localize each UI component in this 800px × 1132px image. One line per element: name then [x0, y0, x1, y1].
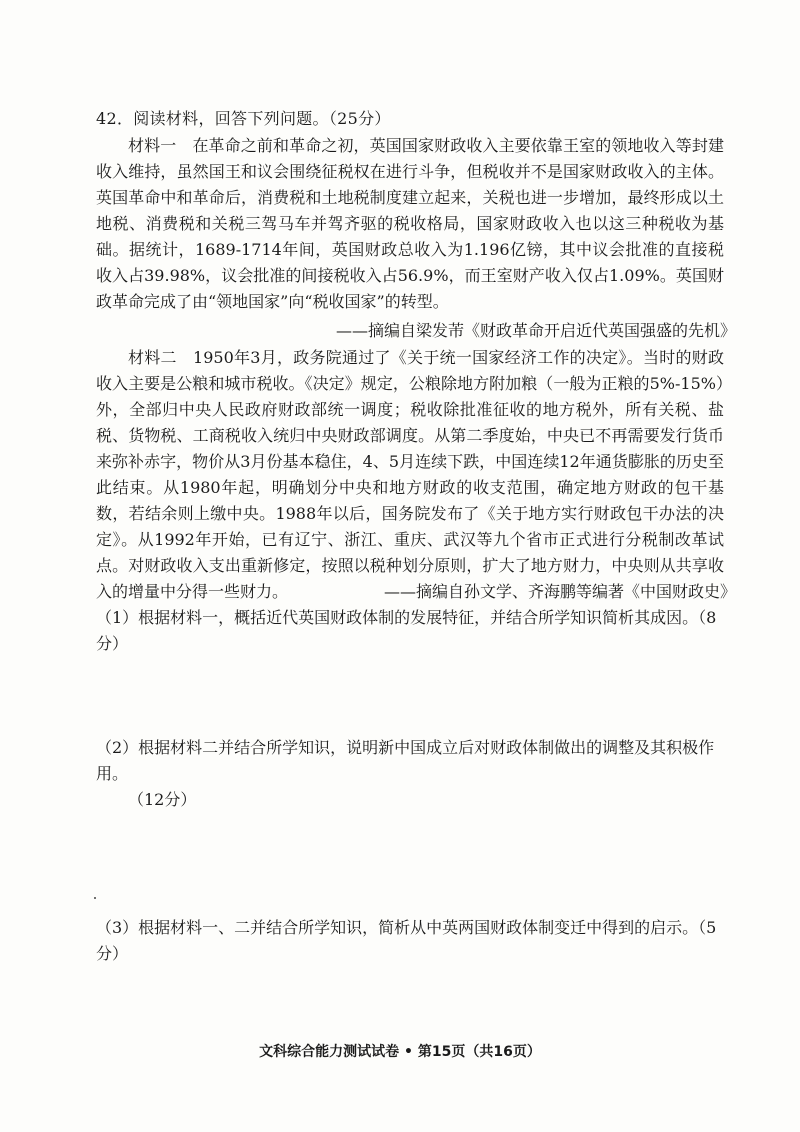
sub-question-3: （3）根据材料一、二并结合所学知识，简析从中英两国财政体制变迁中得到的启示。（5分）	[96, 918, 717, 963]
sub-question-2-text: （2）根据材料二并结合所学知识，说明新中国成立后对财政体制做出的调整及其积极作用。	[96, 738, 715, 783]
sub-question-2-score: （12分）	[128, 790, 197, 809]
material-one-source: ——摘编自梁发芾《财政革命开启近代英国强盛的先机》	[335, 321, 736, 340]
sub-question-2	[96, 735, 736, 813]
material-one-text: 材料一 在革命之前和革命之初，英国国家财政收入主要依靠王室的领地收入等封建收入维持，虽然国王和议会围绕征税权在进行斗争，但税收并不是国家财政收入的主体。英国革命中和革命后，消费税和土地税制度建立起来，关税也进一步增加，最终形成以土地税、消费税和关税三驾马车并驾齐驱的税收格局，国家财政收入也以这三种税收为基础。据统计，1689-1714年间，英国财政总收入为1.196亿镑，其中议会批准的直接税收入占39.98%，议会批准的间接税收入占56.9%，而王室财产收入仅占1.09%。英国财政革命完成了由“领地国家”向“税收国家”的转型。	[96, 136, 724, 311]
material-two-source: ——摘编自孙文学、齐海鹏等编著《中国财政史》	[383, 582, 736, 601]
page-footer: 文科综合能力测试试卷 • 第15页（共16页）	[259, 1044, 541, 1060]
scan-speck	[94, 897, 96, 899]
question-heading: 42．阅读材料，回答下列问题。（25分）	[96, 109, 391, 128]
sub-question-1: （1）根据材料一，概括近代英国财政体制的发展特征，并结合所学知识简析其成因。（8分）	[96, 608, 717, 653]
material-two-text: 材料二 1950年3月，政务院通过了《关于统一国家经济工作的决定》。当时的财政收入主要是公粮和城市税收。《决定》规定，公粮除地方附加粮（一般为正粮的5%-15%）外，全部归中央人民政府财政部统一调度；税收除批准征收的地方税外，所有关税、盐税、货物税、工商税收入统归中央财政部调度。从第二季度始，中央已不再需要发行货币来弥补赤字，物价从3月份基本稳住，4、5月连续下跌，中国连续12年通货膨胀的历史至此结束。从1980年起，明确划分中央和地方财政的收支范围，确定地方财政的包干基数，若结余则上缴中央。1988年以后，国务院发布了《关于地方实行财政包干办法的决定》。从1992年开始，已有辽宁、浙江、重庆、武汉等九个省市正式进行分税制改革试点。对财政收入支出重新修定，按照以税种划分原则，扩大了地方财力，中央则从共享收入的增量中分得一些财力。	[96, 348, 724, 601]
